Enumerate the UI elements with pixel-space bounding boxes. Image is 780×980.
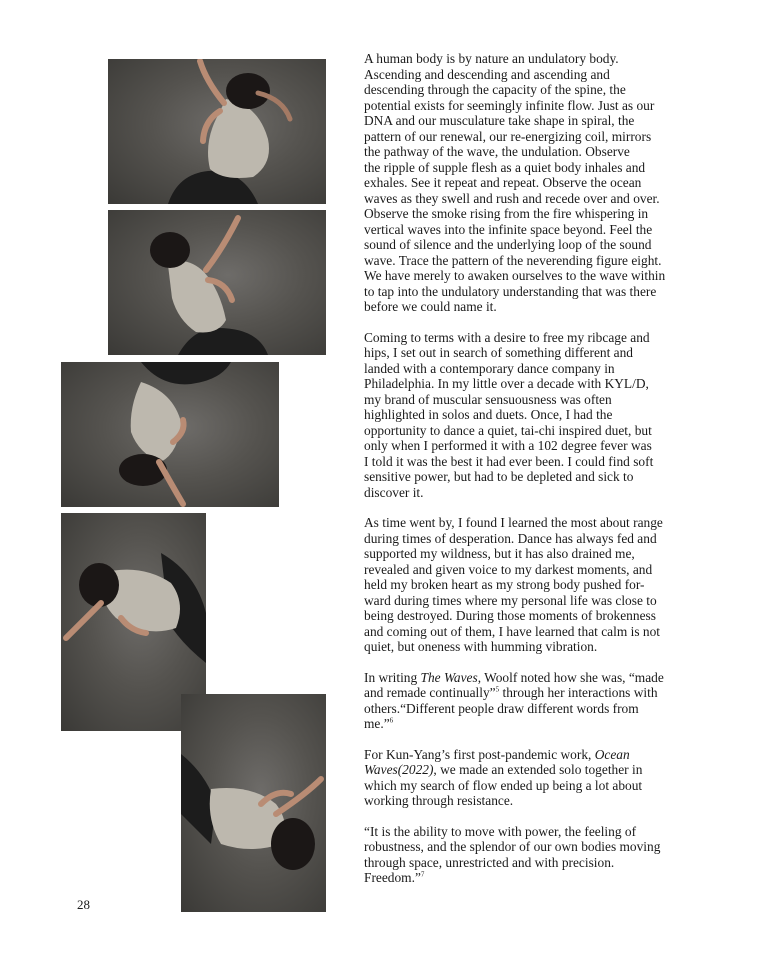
text-line: working through resistance. [364,793,514,808]
text-line [364,685,710,701]
text-line: quiet, but oneness with humming vibration. [364,639,598,654]
text-line: descending through the capacity of the spine, the [364,82,626,97]
text-run: , Woolf noted how she was, “made [477,669,664,685]
text-line: A human body is by nature an undulatory body. [364,51,619,66]
text-line: my brand of muscular sensuousness was often [364,391,612,407]
text-line: potential exists for seemingly infinite flow. Just as our [364,97,655,113]
text-line: through space, unrestricted and with precision. [364,854,615,870]
text-line: before we could name it. [364,299,497,314]
footnote-ref: 5 [495,685,500,694]
text-run: In writing [364,669,421,685]
text-line: others.“Different people draw different words from [364,700,639,716]
text-line [364,870,710,886]
text-line: vertical waves into the infinite space beyond. Feel the [364,221,653,237]
text-line: which my search of flow ended up being a lot about [364,777,643,793]
paragraph-2 [364,330,710,501]
text-line: ward during times where my personal life was close to [364,592,657,608]
dancer-photo-2 [108,210,326,355]
text-line: discover it. [364,484,424,500]
text-line [364,747,710,763]
text-line: pattern of our renewal, our re-energizing coil, mirrors [364,128,652,144]
work-title: Ocean [594,746,630,762]
text-line: Philadelphia. In my little over a decade with KYL/D, [364,376,649,391]
text-line: Coming to terms with a desire to free my ribcage and [364,329,650,345]
text-line: I told it was the best it had ever been. I could find soft [364,453,654,469]
text-line: As time went by, I found I learned the most about range [364,515,663,530]
text-run: Freedom.” [364,870,421,885]
text-line: Ascending and descending and ascending and [364,66,610,82]
text-line: wave. Trace the pattern of the neverending figure eight. [364,252,662,268]
footnote-ref: 7 [420,870,425,879]
text-run: and remade continually” [364,685,496,700]
text-line: the pathway of the wave, the undulation. Observe [364,144,630,159]
text-line: exhales. See it repeat and repeat. Observe the ocean [364,175,642,190]
text-line: sensitive power, but had to be depleted and sick to [364,469,634,484]
text-line [364,670,710,686]
book-title: The Waves [420,669,478,685]
page-number: 28 [77,897,90,912]
dancer-photo-1 [108,59,326,204]
text-run: , we made an extended solo together in [433,762,643,777]
text-line: We have merely to awaken ourselves to the wave within [364,268,666,283]
text-line: and coming out of them, I have learned that calm is not [364,623,660,639]
text-line: “It is the ability to move with power, the feeling of [364,823,637,839]
text-line: DNA and our musculature take shape in spiral, the [364,113,635,128]
text-line: revealed and given voice to my darkest moments, and [364,561,653,577]
text-run: through her interactions with [499,685,658,700]
text-line: held my broken heart as my strong body pushed for- [364,577,645,592]
text-line: opportunity to dance a quiet, tai-chi inspired duet, but [364,422,652,438]
paragraph-6 [364,824,710,886]
text-line: only when I performed it with a 102 degree fever was [364,438,652,453]
body-text [364,51,710,901]
text-line: waves as they swell and rush and recede over and over. [364,190,660,206]
work-title: Waves(2022) [364,762,434,777]
dancer-photo-5 [181,694,326,912]
paragraph-4 [364,670,710,732]
text-line: Observe the smoke rising from the fire whispering in [364,206,649,221]
text-run: me.” [364,716,390,731]
footnote-ref: 6 [389,716,394,725]
text-line: hips, I set out in search of something different and [364,345,633,360]
text-line [364,716,710,732]
text-line: highlighted in solos and duets. Once, I had the [364,407,613,422]
text-line: during times of desperation. Dance has always fed and [364,530,657,546]
text-line: the ripple of supple flesh as a quiet body inhales and [364,159,646,175]
text-line: supported my wildness, but it has also drained me, [364,546,635,561]
paragraph-3 [364,515,710,655]
text-line: landed with a contemporary dance company in [364,360,615,376]
text-line: sound of silence and the underlying loop of the sound [364,237,652,252]
paragraph-5 [364,747,710,809]
text-run: For Kun-Yang’s first post-pandemic work, [364,746,595,762]
dancer-photo-3 [61,362,279,507]
text-line [364,762,710,778]
paragraph-1 [364,51,710,315]
text-line: robustness, and the splendor of our own bodies moving [364,839,661,854]
text-line: being destroyed. During those moments of brokenness [364,608,656,623]
text-line: to tap into the undulatory understanding that was there [364,283,657,299]
